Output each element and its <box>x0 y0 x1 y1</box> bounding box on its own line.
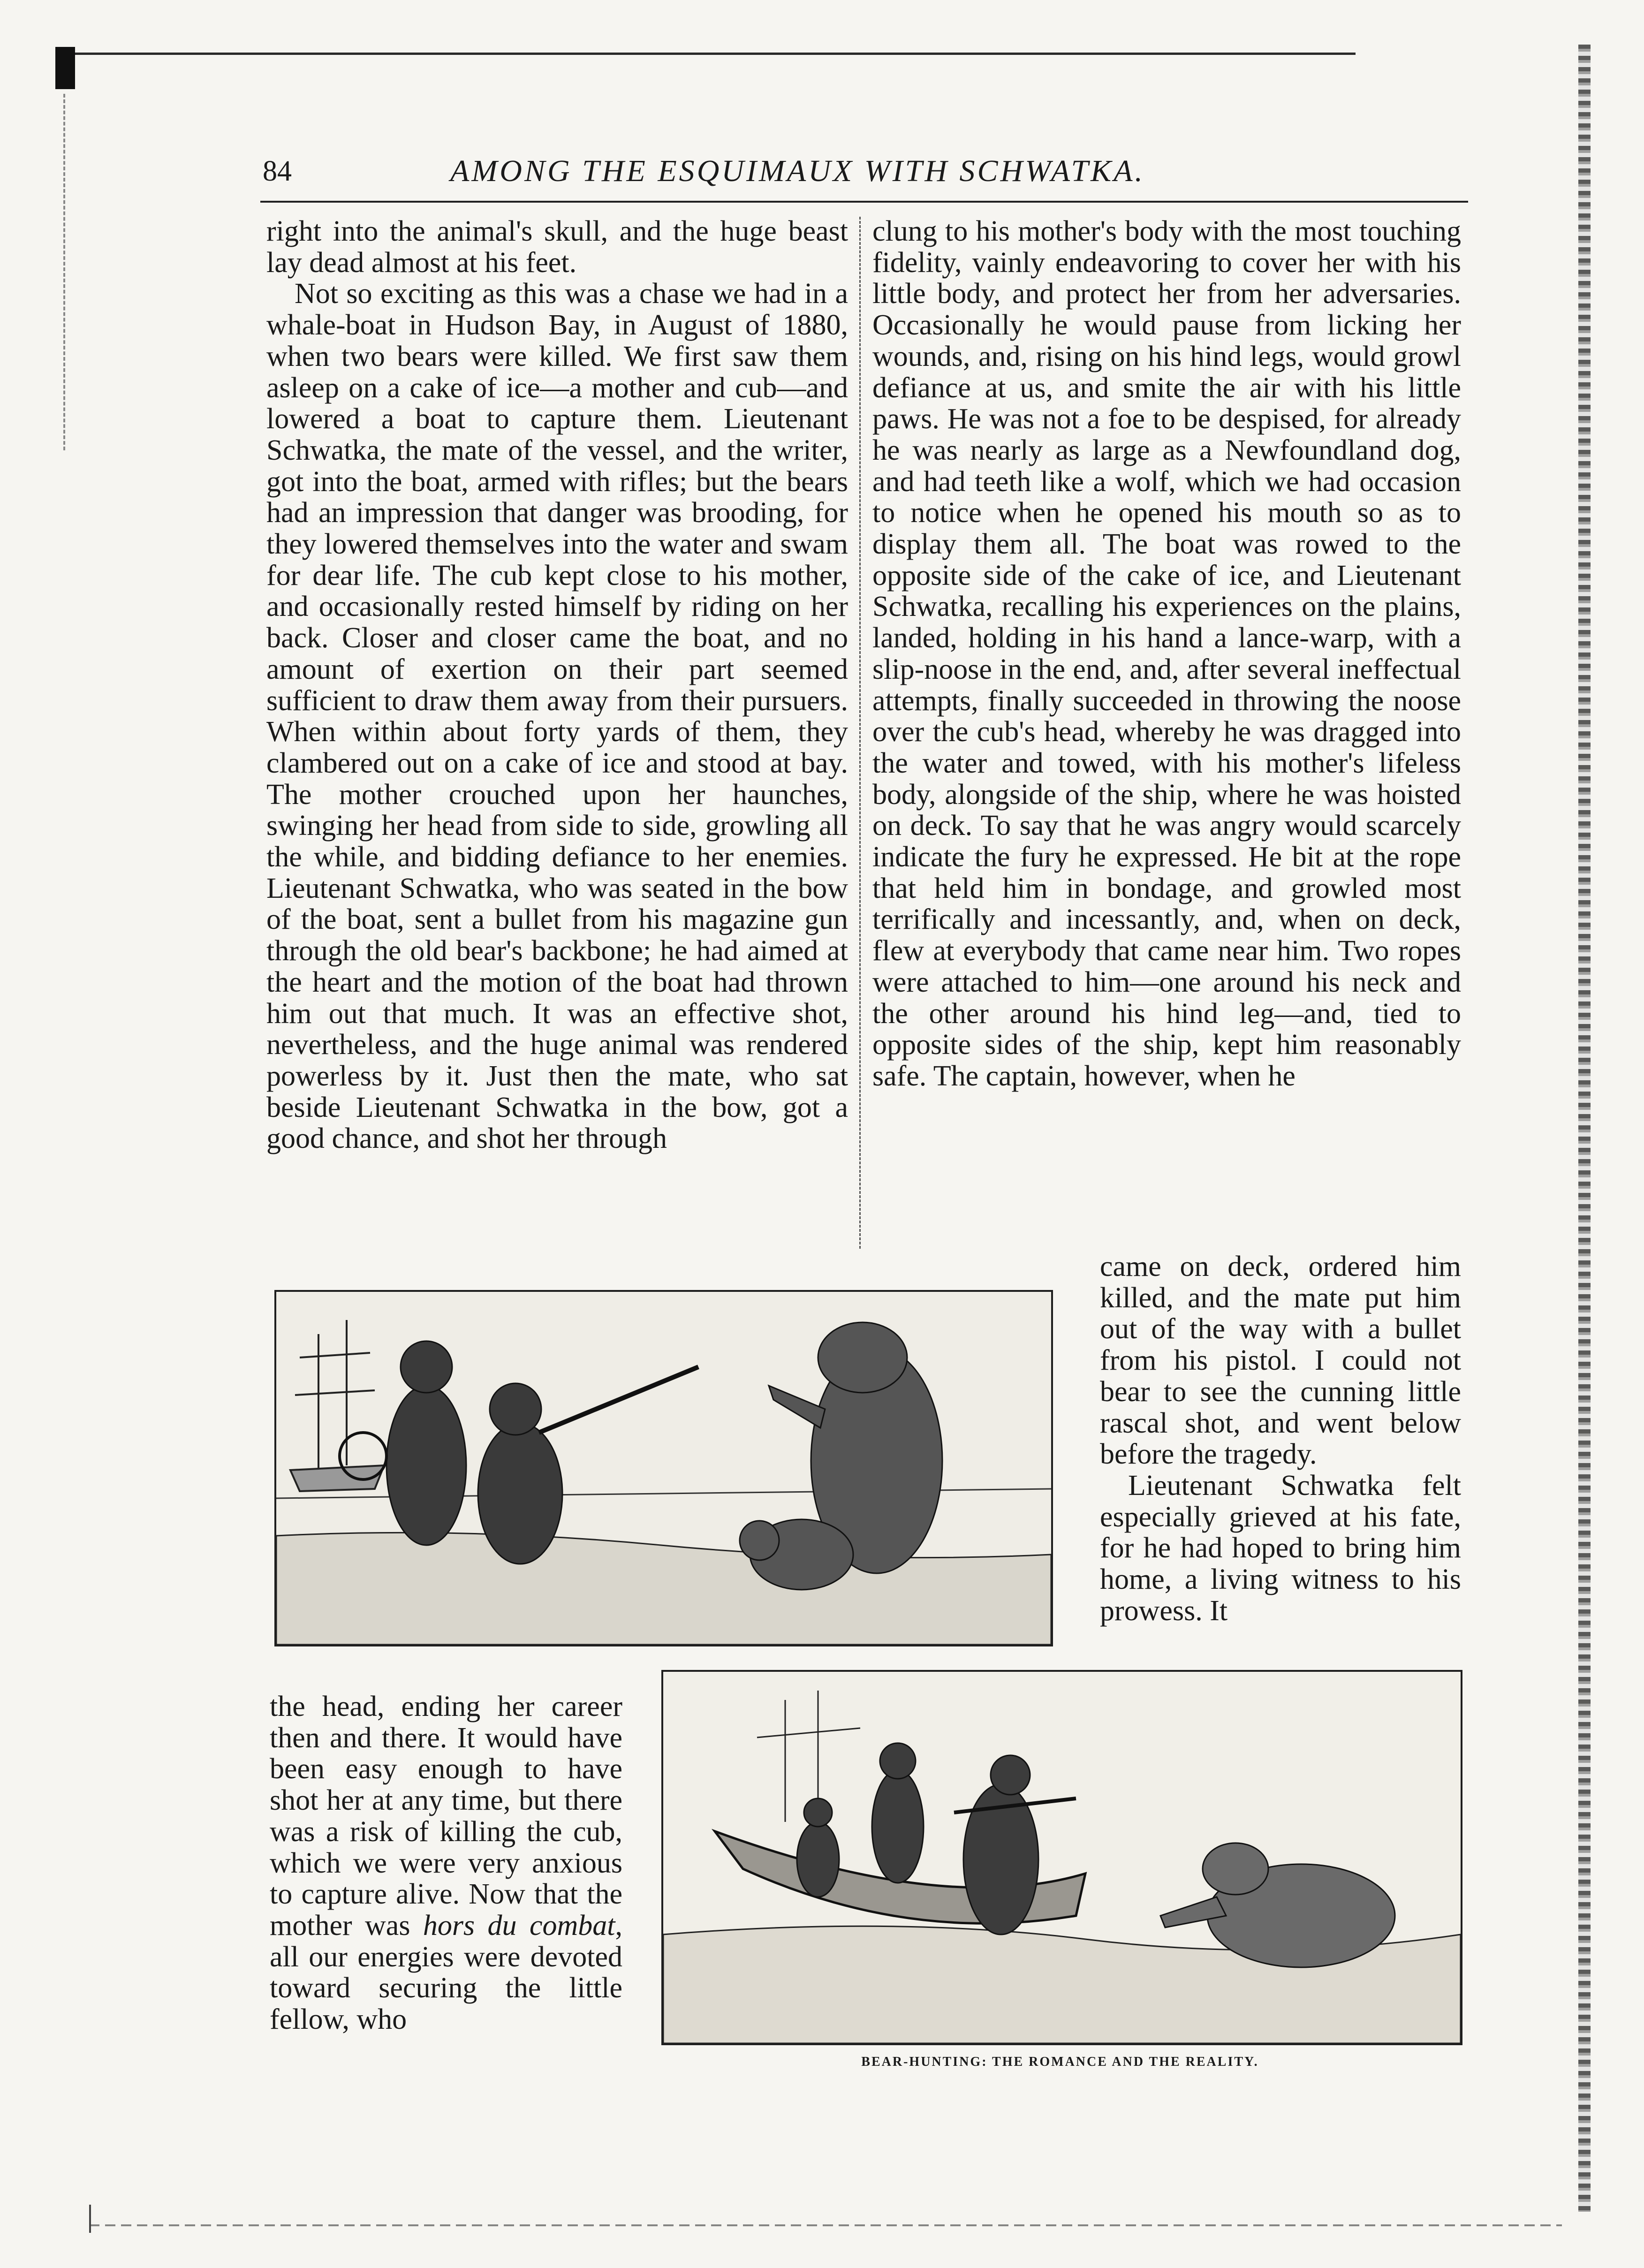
illustration-reality-art <box>663 1672 1461 2043</box>
scan-top-rule <box>61 53 1356 55</box>
bottom-left-italic-phrase: hors du combat <box>423 1909 615 1942</box>
header-rule <box>260 201 1468 203</box>
wrapped-text-bottom-left <box>270 1691 622 2035</box>
illustration-romance <box>274 1290 1053 1646</box>
bottom-left-paragraph <box>270 1691 622 2035</box>
left-paragraph-2: Not so exciting as this was a chase we had in a whale-boat in Hudson Bay, in August of 1880, when two bears were killed. We first saw them asleep on a cake of ice—a mother and cub—and lowered a boat to capture them. Lieutenant Schwatka, the mate of the vessel, and the writer, got into the boat, armed with rifles; but the bears had an impression that danger was brooding, for they lowered themselves into the water and swam for dear life. The cub kept close to his mother, and occasionally rested himself by riding on her back. Closer and closer came the boat, and no amount of exertion on their part seemed sufficient to draw them away from their pursuers. When within about forty yards of them, they clambered out on a cake of ice and stood at bay. The mother crouched upon her haunches, swinging her head from side to side, growling all the while, and bidding defiance to her enemies. Lieutenant Schwatka, who was seated in the bow of the boat, sent a bullet from his magazine gun through the old bear's backbone; he had aimed at the heart and the motion of the boat had thrown him out that much. It was an effective shot, nevertheless, and the huge animal was rendered powerless by it. Just then the mate, who sat beside Lieutenant Schwatka in the bow, got a good chance, and shot her through <box>266 278 848 1155</box>
scan-page-edge <box>1578 45 1591 2212</box>
illustration-romance-art <box>276 1292 1051 1645</box>
right-paragraph-1: clung to his mother's body with the most touching fidelity, vainly endeavoring to cover her with his little body, and protect her from her adversaries. Occasionally he would pause from licking her wounds, and, rising on his hind legs, would growl defiance at us, and smite the air with his little paws. He was not a foe to be despised, for already he was nearly as large as a Newfoundland dog, and had teeth like a wolf, which we had occasion to notice when he opened his mouth so as to display them all. The boat was rowed to the opposite side of the cake of ice, and Lieutenant Schwatka, recalling his experiences on the plains, landed, holding in his hand a lance-warp, with a slip-noose in the end, and, after several ineffectual attempts, finally succeeded in throwing the noose over the cub's head, whereby he was dragged into the water and towed, with his mother's lifeless body, alongside of the ship, where he was hoisted on deck. To say that he was angry would scarcely indicate the fury he expressed. He bit at the rope that held him in bondage, and growled most terrifically and incessantly, and, when on deck, flew at everybody that came near him. Two ropes were attached to him—one around his neck and the other around his hind leg—and, tied to opposite sides of the ship, kept him reasonably safe. The captain, however, when he <box>872 215 1461 1092</box>
scan-binding-mark <box>55 47 75 89</box>
illustration-reality <box>661 1670 1462 2045</box>
wrap-paragraph-2: Lieutenant Schwatka felt especially grieved at his fate, for he had hoped to bring him home, a living witness to his prowess. It <box>1100 1469 1461 1627</box>
right-column <box>872 216 1461 1092</box>
scan-corner-mark <box>89 2205 91 2233</box>
running-title: AMONG THE ESQUIMAUX WITH SCHWATKA. <box>450 154 1145 188</box>
figure-caption: BEAR-HUNTING: THE ROMANCE AND THE REALITY. <box>861 2055 1259 2069</box>
bottom-left-text-end: , all our energies were devoted toward securing the little fellow, who <box>270 1909 622 2036</box>
column-divider <box>859 217 861 1249</box>
left-column <box>266 216 848 1154</box>
wrapped-text-right <box>1100 1251 1461 1626</box>
left-paragraph-1: right into the animal's skull, and the huge beast lay dead almost at his feet. <box>266 215 848 279</box>
scan-bottom-rule <box>89 2224 1562 2226</box>
page-number: 84 <box>263 155 292 187</box>
wrap-paragraph-1: came on deck, ordered him killed, and the mate put him out of the way with a bullet from his pistol. I could not bear to see the cunning little rascal shot, and went below before the tragedy. <box>1100 1251 1461 1471</box>
scan-margin-specks <box>63 94 69 450</box>
running-header <box>263 148 1463 199</box>
bottom-left-text-start: the head, ending her career then and there. It would have been easy enough to have shot her at any time, but there was a risk of killing the cub, which we were very anxious to capture alive. Now that the mother was <box>270 1691 622 1942</box>
